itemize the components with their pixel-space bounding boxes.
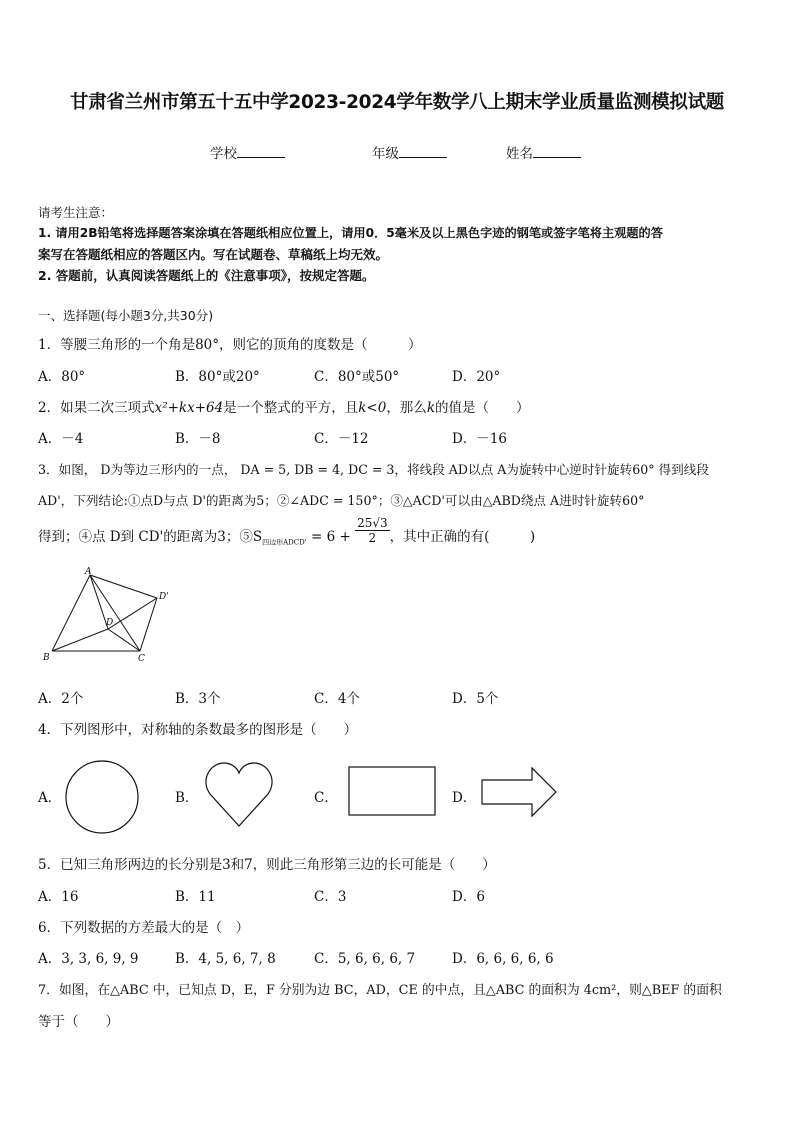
q2-stem-a: 2．如果二次三项式 (38, 400, 155, 416)
q2-expression: x²+kx+64 (154, 400, 224, 416)
q2-variable: k (426, 400, 435, 416)
notice-line2: 2. 答题前，认真阅读答题纸上的《注意事项》，按规定答题。 (38, 268, 375, 283)
segment-bd (52, 629, 108, 651)
q5-option-c[interactable]: C．3 (314, 889, 347, 905)
q2-stem-c: ，那么 (386, 400, 427, 416)
page-title: 甘肃省兰州市第五十五中学2023-2024学年数学八上期末学业质量监测模拟试题 (70, 92, 724, 113)
q5-option-b[interactable]: B．11 (175, 889, 216, 905)
segment-ab (52, 575, 90, 651)
heart-figure (204, 760, 274, 830)
school-blank[interactable] (237, 143, 285, 158)
q6-option-d[interactable]: D．6, 6, 6, 6, 6 (452, 951, 554, 967)
q4-option-d[interactable]: D． (452, 790, 477, 806)
question-3-line3 (38, 516, 536, 548)
notice-line1: 1. 请用2B铅笔将选择题答案涂填在答题纸相应位置上，请用0．5毫米及以上黑色字迹的钢笔或签字笔将主观题的答 (38, 226, 663, 240)
q3-area-subscript: 四边形ADCD' (262, 538, 307, 547)
q2-condition: k<0 (358, 400, 387, 416)
q3-line3-c: ，其中正确的有( ) (389, 529, 536, 545)
question-7-line1: 7．如图，在△ABC 中，已知点 D，E，F 分别为边 BC，AD，CE 的中点，且△ABC 的面积为 4cm²，则△BEF 的面积 (38, 983, 722, 998)
q6-option-b[interactable]: B．4, 5, 6, 7, 8 (175, 951, 276, 967)
name-blank[interactable] (533, 143, 581, 158)
q4-option-c[interactable]: C． (314, 790, 338, 806)
q2-option-c[interactable]: C．－12 (314, 431, 369, 447)
q3-fraction-den: 2 (368, 531, 377, 545)
q2-stem-b: 是一个整式的平方，且 (223, 400, 359, 416)
q3-option-b[interactable]: B．3个 (175, 691, 221, 707)
q4-option-b[interactable]: B． (175, 790, 199, 806)
student-info (210, 142, 285, 162)
name-label: 姓名 (506, 146, 533, 162)
question-3-line1: 3．如图， D为等边三形内的一点， DA = 5, DB = 4, DC = 3，将线段 AD以点 A为旋转中心逆时针旋转60° 得到线段 (38, 462, 709, 477)
arrow-figure (480, 766, 560, 818)
grade-info (372, 142, 447, 162)
label-a: A (85, 567, 92, 577)
q6-option-a[interactable]: A．3, 3, 6, 9, 9 (38, 951, 139, 967)
q2-option-b[interactable]: B．－8 (175, 431, 221, 447)
segment-cd-prime (140, 598, 157, 651)
grade-blank[interactable] (399, 143, 447, 158)
notice-heading: 请考生注意： (38, 205, 114, 220)
segment-ad-prime (90, 575, 157, 598)
grade-label: 年级 (372, 146, 399, 162)
q1-option-c[interactable]: C．80°或50° (314, 369, 400, 385)
label-c: C (138, 654, 145, 664)
rectangle-figure (348, 766, 438, 818)
question-5: 5．已知三角形两边的长分别是3和7，则此三角形第三边的长可能是（ ） (38, 857, 496, 873)
q5-option-d[interactable]: D．6 (452, 889, 485, 905)
school-label: 学校 (210, 146, 237, 162)
name-info (506, 142, 581, 162)
label-d: D (106, 618, 114, 628)
q3-option-c[interactable]: C．4个 (314, 691, 360, 707)
q1-option-b[interactable]: B．80°或20° (175, 369, 260, 385)
segment-cd (108, 629, 140, 651)
q3-line3-b: = 6 + (306, 529, 356, 545)
q5-option-a[interactable]: A．16 (38, 889, 79, 905)
question-1: 1．等腰三角形的一个角是80°，则它的顶角的度数是（ ） (38, 337, 422, 353)
label-b: B (43, 653, 50, 663)
label-d-prime: D' (159, 592, 169, 602)
question-7-line2: 等于（ ） (38, 1014, 119, 1030)
circle-figure (62, 757, 142, 837)
q3-figure (40, 566, 180, 666)
question-6: 6．下列数据的方差最大的是（ ） (38, 920, 250, 936)
q2-option-d[interactable]: D．－16 (452, 431, 508, 447)
q2-stem-d: 的值是（ ） (435, 400, 530, 416)
question-3-line2: AD'，下列结论:①点D与点 D'的距离为5；②∠ADC = 150°；③△ACD'可以由△ABD绕点 A进时针旋转60° (38, 493, 645, 508)
q3-line3-a: 得到；④点 D到 CD'的距离为3；⑤S (38, 529, 263, 545)
q3-option-a[interactable]: A．2个 (38, 691, 84, 707)
q4-option-a[interactable]: A． (38, 790, 62, 806)
q2-option-a[interactable]: A．－4 (38, 431, 84, 447)
question-2 (38, 396, 530, 416)
question-4: 4．下列图形中，对称轴的条数最多的图形是（ ） (38, 722, 358, 738)
q1-option-a[interactable]: A．80° (38, 369, 86, 385)
section-heading: 一、选择题(每小题3分,共30分) (38, 308, 214, 323)
notice-line1b: 案写在答题纸相应的答题区内。写在试题卷、草稿纸上均无效。 (38, 247, 389, 262)
q3-fraction-num: 25√3 (357, 516, 388, 530)
q1-option-d[interactable]: D．20° (452, 369, 501, 385)
q6-option-c[interactable]: C．5, 6, 6, 6, 7 (314, 951, 416, 967)
q3-option-d[interactable]: D．5个 (452, 691, 499, 707)
q3-fraction (355, 516, 390, 545)
